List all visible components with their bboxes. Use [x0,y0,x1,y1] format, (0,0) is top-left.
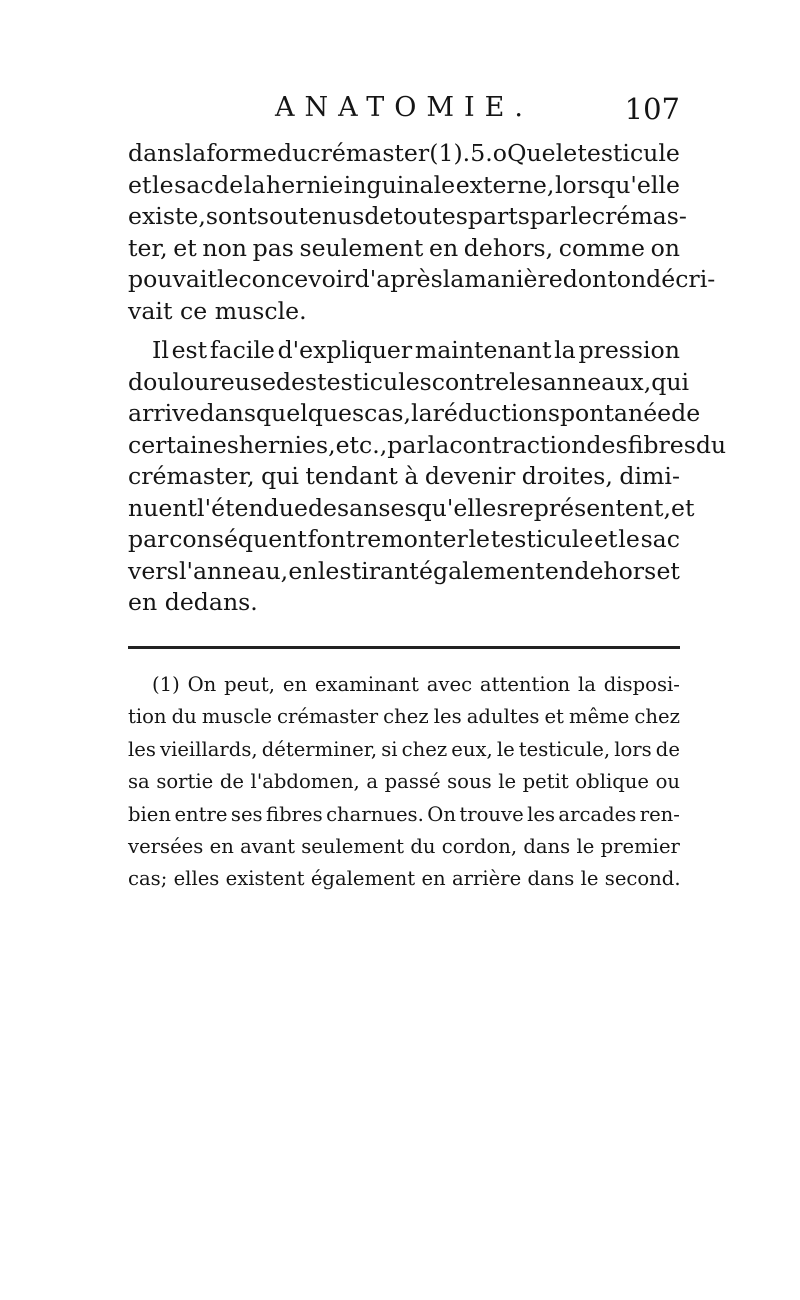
word: est [171,336,208,364]
word: des [586,430,628,459]
word: anneaux, [542,367,652,396]
running-title: ANATOMIE. [275,92,533,123]
word: seulement [301,835,405,859]
text-line [128,264,716,296]
word: le [576,835,595,859]
word: charnues. [326,802,424,826]
word: sac [640,525,680,553]
word: elles [173,867,220,891]
word: Que [507,139,556,167]
word: des [307,493,350,522]
text-line [128,556,680,588]
word: muscle [201,705,272,729]
word: On [187,673,217,696]
word: dont [562,265,617,293]
word: Il [152,336,169,364]
word: crémaster [307,139,430,167]
word: des [275,367,318,396]
word: le [570,202,592,230]
word: et [670,493,695,522]
word: ou [655,770,680,794]
word: ce [179,296,208,325]
word: également [419,556,545,585]
word: dehors, [463,233,554,262]
word: le [496,737,515,761]
word: certaines [128,430,239,459]
word: douloureuse [128,367,276,396]
word: sac [174,170,214,199]
word: sous [447,770,492,794]
word: cas; [128,867,168,891]
word: décri- [646,265,716,293]
footnote-line [128,831,680,863]
text-line [128,335,680,367]
word: disposi- [603,673,680,696]
word: du [277,139,308,167]
word: en [428,233,459,262]
word: arrière [451,867,522,891]
word: en [128,588,158,616]
word: dans [527,867,575,891]
word: les [433,705,462,729]
word: même [568,705,630,729]
word: et [128,170,152,199]
word: manière [464,265,563,293]
text-line [128,138,680,170]
text-line [128,296,680,328]
word: l'abdomen, [250,770,360,794]
word: cordon, [441,835,518,859]
word: versées [128,835,204,859]
word: droites, [521,462,613,490]
word: dans [523,835,571,859]
text-line [128,367,690,399]
word: qui [651,367,690,396]
word: ren- [639,802,680,826]
word: lorsqu'elle [554,170,680,199]
word: testicule, [518,737,611,761]
word: chez [401,737,448,761]
word: réduction [432,399,548,427]
word: le [618,525,640,553]
word: pas [252,233,294,262]
word: toutes [393,202,468,230]
word: vers [128,556,179,585]
word: en [421,867,446,891]
word: existent [225,867,305,891]
word: le [580,867,599,891]
word: par [128,525,169,553]
word: tendant [305,462,398,490]
main-text [128,138,727,619]
word: la [554,336,576,364]
word: on [650,233,680,262]
word: testicule [490,525,594,553]
word: en [544,556,575,585]
word: le [468,525,491,553]
word: le [498,770,517,794]
word: hernie [266,170,344,199]
word: second. [604,867,681,891]
word: de [655,737,680,761]
word: du [695,430,727,459]
word: et [173,233,197,262]
word: et [656,556,680,585]
word: vieillards, [160,737,258,761]
word: les [527,802,555,826]
text-line [128,233,680,265]
word: crémaster, [128,462,255,490]
word: les [509,367,543,396]
text-line [128,201,687,233]
word: externe, [455,170,555,199]
word: chez [634,705,680,729]
word: forme [206,139,277,167]
word: ter, [128,233,168,262]
word: sortie [156,770,214,794]
word: dans [128,139,185,167]
word: vait [128,296,173,325]
word: premier [600,835,680,859]
word: comme [558,233,645,262]
word: le [152,170,174,199]
word: crémaster [277,705,379,729]
word: tirant [351,556,419,585]
word: peut, [224,673,276,696]
footnote-line [128,701,680,733]
word: trouve [459,802,524,826]
word: dimi- [619,462,680,490]
word: à [404,462,419,490]
word: sont [205,202,257,230]
word: ses [230,802,263,826]
word: concevoir [238,265,355,293]
word: et [544,705,564,729]
word: et [594,525,618,553]
word: tion [128,705,167,729]
text-line [128,170,680,202]
word: cas, [364,399,412,427]
word: anses [349,493,417,522]
text-line [128,587,680,619]
word: arrive [128,399,200,427]
word: font [307,525,356,553]
footnote-line [128,799,680,831]
footnote-line [128,734,680,766]
word: la [243,170,266,199]
word: (1). [429,139,471,167]
word: conséquent [169,525,307,553]
word: remonter [356,525,468,553]
text-line [128,493,695,525]
word: le [555,139,578,167]
footnote-line [128,863,680,895]
word: en [288,556,318,585]
page-number: 107 [624,92,680,126]
word: les [128,737,156,761]
word: examinant [314,673,419,696]
word: en [282,673,308,696]
word: soutenus [256,202,365,230]
word: arcades [558,802,637,826]
word: de [364,202,394,230]
word: pression [578,336,680,364]
word: qui [261,462,299,490]
text-line [128,398,701,430]
word: a [366,770,379,794]
footnote-line [128,766,680,798]
word: en [209,835,234,859]
word: attention [479,673,571,696]
word: qu'elles [416,493,509,522]
word: passé [384,770,441,794]
text-line [128,430,727,462]
word: du [410,835,436,859]
word: l'anneau, [178,556,289,585]
word: eux, [451,737,493,761]
word: contraction [449,430,587,459]
word: l'étendue [197,493,308,522]
footnote-divider [128,646,680,649]
word: entre [174,802,228,826]
word: spontanée [547,399,672,427]
word: avant [240,835,295,859]
word: fibres [627,430,696,459]
word: de [671,399,701,427]
word: oblique [575,770,649,794]
word: d'après [354,265,443,293]
word: lors [614,737,652,761]
text-line [128,461,680,493]
word: parts [467,202,530,230]
text-line [128,524,680,556]
word: par [529,202,571,230]
word: quelques [255,399,365,427]
word: muscle. [214,296,307,325]
word: la [577,673,596,696]
word: sa [128,770,150,794]
word: On [427,802,456,826]
word: la [442,265,465,293]
word: petit [522,770,569,794]
word: le [216,265,239,293]
word: etc., [335,430,388,459]
footnote [128,669,680,896]
word: également [310,867,416,891]
word: par [387,430,428,459]
word: la [184,139,207,167]
footnote-line [128,669,680,701]
word: nuent [128,493,198,522]
word: de [219,770,244,794]
word: non [202,233,247,262]
word: avec [426,673,473,696]
word: chez [383,705,429,729]
word: contre [431,367,510,396]
word: seulement [299,233,424,262]
page-header [128,92,680,132]
word: dehors [574,556,657,585]
word: hernies, [238,430,336,459]
word: inguinale [343,170,456,199]
word: on [616,265,647,293]
word: bien [128,802,172,826]
word: déterminer, [261,737,378,761]
word: adultes [466,705,540,729]
word: maintenant [414,336,552,364]
word: de [214,170,244,199]
word: (1) [152,673,180,696]
word: la [411,399,433,427]
word: pouvait [128,265,217,293]
word: la [427,430,450,459]
word: d'expliquer [277,336,413,364]
word: facile [209,336,275,364]
word: devenir [424,462,516,490]
word: si [381,737,398,761]
word: 5.o [470,139,508,167]
word: crémas- [591,202,687,230]
word: dedans. [164,588,258,616]
word: dans [199,399,256,427]
word: les [317,556,352,585]
word: existe, [128,202,206,230]
word: testicule [577,139,680,167]
word: testicules [317,367,432,396]
word: fibres [266,802,323,826]
word: représentent, [508,493,671,522]
word: du [171,705,197,729]
